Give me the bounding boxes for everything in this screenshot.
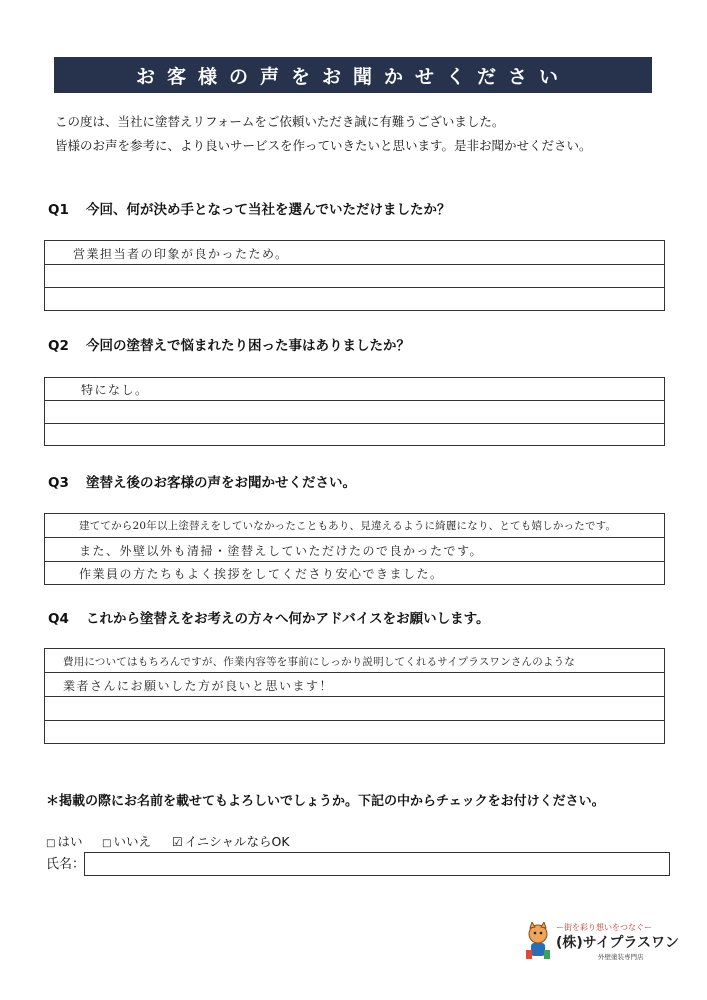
answer-box-2 xyxy=(44,377,665,446)
question-1 xyxy=(48,198,451,218)
answer-2-line-2 xyxy=(45,401,664,424)
logo-company-name: (株)サイプラスワン xyxy=(556,935,679,951)
question-1-text: 今回、何が決め手となって当社を選んでいただけましたか？ xyxy=(86,202,451,218)
intro-line-2: 皆様のお声を参考に、より良いサービスを作っていきたいと思います。是非お聞かせください。 xyxy=(55,138,592,153)
intro-line-1: この度は、当社に塗替えリフォームをご依頼いただき誠に有難うございました。 xyxy=(55,114,505,129)
question-4 xyxy=(48,607,490,627)
question-1-number: Q1 xyxy=(48,202,69,218)
logo-subtitle: 外壁塗装専門店 xyxy=(598,953,644,961)
answer-4-line-2 xyxy=(45,673,664,697)
answer-4-line-4 xyxy=(45,721,664,744)
option-no[interactable] xyxy=(102,832,151,850)
question-4-text: これから塗替えをお考えの方々へ何かアドバイスをお願いします。 xyxy=(86,611,490,627)
answer-3-line-3 xyxy=(45,562,664,585)
question-3-number: Q3 xyxy=(48,475,69,491)
question-2 xyxy=(48,334,410,354)
question-4-number: Q4 xyxy=(48,611,69,627)
answer-box-4 xyxy=(44,648,665,744)
option-no-label: いいえ xyxy=(113,834,151,849)
logo-tagline: ー街を彩り想いをつなぐー xyxy=(556,923,652,932)
answer-3-text-3: 作業員の方たちもよく挨拶をしてくださり安心できました。 xyxy=(79,567,444,581)
answer-3-line-2 xyxy=(45,538,664,562)
company-logo xyxy=(522,920,682,970)
page-title: お客様の声をお聞かせください xyxy=(54,57,652,93)
answer-2-text-1: 特になし。 xyxy=(81,383,149,397)
answer-box-3 xyxy=(44,513,665,585)
option-yes[interactable] xyxy=(46,832,82,850)
publish-note: ＊掲載の際にお名前を載せてもよろしいでしょうか。下記の中からチェックをお付けください。 xyxy=(46,794,605,809)
question-2-number: Q2 xyxy=(48,338,69,354)
checkbox-yes[interactable]: □ xyxy=(46,838,56,849)
answer-3-text-1: 建ててから20年以上塗替えをしていなかったこともあり、見違えるように綺麗になり、とても嬉しかったです。 xyxy=(79,520,617,532)
checkbox-initials-checked[interactable]: ☑ xyxy=(172,835,183,849)
name-label: 氏名： xyxy=(46,857,86,872)
answer-1-text-1: 営業担当者の印象が良かったため。 xyxy=(73,247,289,261)
answer-1-line-2 xyxy=(45,265,664,288)
answer-2-line-3 xyxy=(45,424,664,446)
checkbox-no[interactable]: □ xyxy=(102,838,112,849)
option-initials-label: イニシャルならOK xyxy=(184,834,290,849)
answer-box-1 xyxy=(44,240,665,311)
mascot-icon xyxy=(522,922,554,962)
answer-4-line-3 xyxy=(45,697,664,721)
option-initials[interactable] xyxy=(172,832,290,850)
question-3 xyxy=(48,471,356,491)
answer-2-line-1 xyxy=(45,378,664,401)
question-3-text: 塗替え後のお客様の声をお聞かせください。 xyxy=(86,475,356,491)
option-yes-label: はい xyxy=(57,834,83,849)
answer-1-line-1 xyxy=(45,241,664,265)
answer-4-text-1: 費用についてはもちろんですが、作業内容等を事前にしっかり説明してくれるサイプラスワンさんのような xyxy=(63,656,576,668)
answer-4-text-2: 業者さんにお願いした方が良いと思います！ xyxy=(63,679,334,693)
question-2-text: 今回の塗替えで悩まれたり困った事はありましたか？ xyxy=(86,338,410,354)
name-field[interactable] xyxy=(84,852,670,876)
answer-3-text-2: また、外壁以外も清掃・塗替えしていただけたので良かったです。 xyxy=(79,544,484,558)
answer-1-line-3 xyxy=(45,288,664,311)
answer-3-line-1 xyxy=(45,514,664,538)
answer-4-line-1 xyxy=(45,649,664,673)
